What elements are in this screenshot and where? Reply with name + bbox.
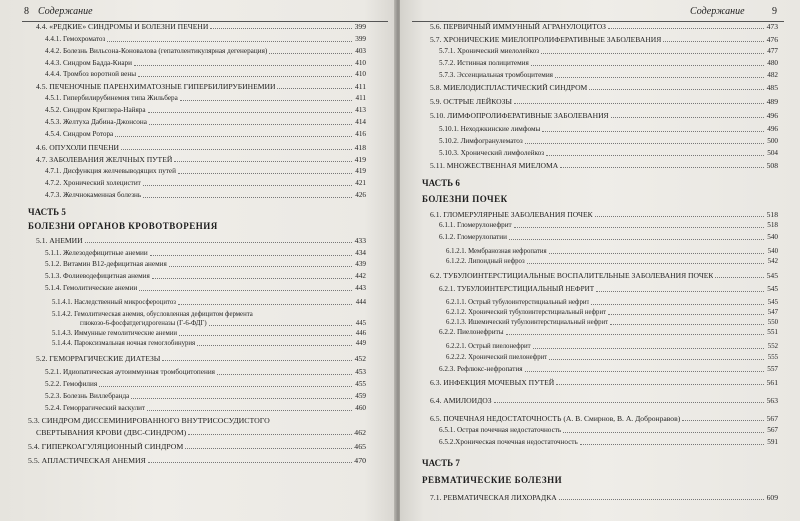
toc-entry (422, 396, 778, 405)
toc-entry-page: 445 (355, 320, 366, 327)
toc-entry-page: 419 (354, 155, 366, 164)
toc-entry-title: 5.6. ПЕРВИЧНЫЙ ИММУННЫЙ АГРАНУЛОЦИТОЗ (430, 22, 606, 31)
toc-entry-page: 485 (766, 83, 778, 92)
toc-entry-title: СВЕРТЫВАНИЯ КРОВИ (ДВС-СИНДРОМ) (36, 428, 187, 437)
toc-entry (28, 167, 366, 176)
leader-dots (555, 77, 764, 78)
leader-dots (608, 314, 764, 315)
toc-entry (28, 82, 366, 91)
toc-entry-title: 4.5.2. Синдром Криглера-Найяра (45, 106, 146, 114)
toc-entry-title: 5.1.4.1. Наследственный микросфероцитоз (52, 299, 176, 306)
leader-dots (611, 117, 764, 118)
leader-dots (531, 65, 764, 66)
toc-left (28, 22, 366, 521)
leader-dots (185, 448, 352, 449)
toc-entry (28, 59, 366, 68)
leader-dots (85, 242, 352, 243)
leader-dots (559, 499, 764, 500)
leader-dots (546, 155, 764, 156)
leader-dots (152, 278, 352, 279)
toc-entry-title: 5.2. ГЕМОРРАГИЧЕСКИЕ ДИАТЕЗЫ (36, 354, 161, 363)
toc-entry (28, 94, 366, 103)
toc-entry-page: 410 (355, 59, 366, 67)
toc-entry (422, 365, 778, 374)
toc-entry-title: 5.2.2. Гемофилия (45, 380, 98, 388)
toc-entry (28, 236, 366, 245)
leader-dots (139, 290, 352, 291)
toc-entry-page: 480 (767, 59, 778, 67)
toc-entry-title: 5.2.3. Болезнь Виллебранда (45, 392, 130, 400)
toc-entry-page: 410 (355, 70, 366, 78)
toc-entry-page: 421 (355, 179, 366, 187)
toc-right (422, 22, 778, 521)
toc-entry-page: 442 (355, 272, 366, 280)
leader-dots (269, 53, 352, 54)
toc-entry (28, 416, 366, 425)
toc-entry-title: 6.2.3. Рефлюкс-нефропатия (439, 365, 523, 373)
toc-entry-page: 591 (767, 438, 778, 446)
toc-entry-page: 542 (767, 258, 778, 265)
toc-entry-title: 6.2.1. ТУБУЛОИНТЕРСТИЦИАЛЬНЫЙ НЕФРИТ (439, 285, 595, 293)
leader-dots (180, 100, 352, 101)
toc-entry (422, 35, 778, 44)
toc-entry (422, 426, 778, 435)
toc-entry-title: 4.7.3. Желчнокаменная болезнь (45, 191, 142, 199)
toc-entry (28, 70, 366, 79)
toc-entry-title: 6.2.2.1. Острый пиелонефрит (446, 343, 531, 350)
leader-dots (494, 402, 764, 403)
leader-dots (169, 266, 352, 267)
toc-entry-title: 5.9. ОСТРЫЕ ЛЕЙКОЗЫ (430, 97, 513, 106)
part-heading: ЧАСТЬ 5 (28, 207, 66, 217)
toc-entry-title: 5.1.2. Витамин B12-дефицитная анемия (45, 260, 167, 268)
toc-entry-title: глюкозо-6-фосфатдегидрогеназы (Г-6-ФДГ) (80, 320, 207, 327)
leader-dots (525, 371, 764, 372)
toc-entry (422, 161, 778, 170)
toc-entry-page: 455 (355, 380, 366, 388)
toc-entry (422, 353, 778, 362)
toc-entry-title: 5.5. АПЛАСТИЧЕСКАЯ АНЕМИЯ (28, 456, 146, 465)
toc-entry (28, 456, 366, 465)
toc-entry-page: 462 (354, 428, 366, 437)
toc-entry (28, 47, 366, 56)
toc-entry (28, 143, 366, 152)
toc-entry-title: 6.2.2. Пиелонефриты (439, 328, 504, 336)
leader-dots (138, 76, 352, 77)
toc-entry-page: 460 (355, 404, 366, 412)
toc-entry-page: 446 (355, 330, 366, 337)
toc-entry-title: 5.10.1. Неходжкинские лимфомы (439, 125, 541, 133)
toc-entry-page: 552 (767, 343, 778, 350)
toc-entry-page: 518 (767, 221, 778, 229)
toc-entry (422, 342, 778, 351)
toc-entry-title: 4.6. ОПУХОЛИ ПЕЧЕНИ (36, 143, 120, 152)
toc-entry-page: 426 (355, 191, 366, 199)
toc-entry (28, 428, 366, 437)
toc-entry-title: 4.4.4. Тромбоз воротной вены (45, 70, 137, 78)
toc-entry-page: 403 (355, 47, 366, 55)
toc-entry (422, 328, 778, 337)
toc-entry-title: 4.4.1. Гемохроматоз (45, 35, 106, 43)
page-number-left: 8 (24, 6, 29, 17)
toc-entry-page: 477 (767, 47, 778, 55)
toc-entry-title: 5.7.3. Эссенциальная тромбоцитемия (439, 71, 553, 79)
leader-dots (115, 136, 352, 137)
toc-entry-title: 6.1.1. Гломерулонефрит (439, 221, 512, 229)
toc-entry (28, 118, 366, 127)
leader-dots (542, 131, 764, 132)
leader-dots (99, 386, 352, 387)
toc-entry-title: 5.1.4.2. Гемолитическая анемия, обусловленная дефицитом фермента (52, 311, 253, 318)
toc-entry-title: 5.8. МИЕЛОДИСПЛАСТИЧЕСКИЙ СИНДРОМ (430, 83, 588, 92)
toc-entry (422, 298, 778, 307)
toc-entry-page: 482 (767, 71, 778, 79)
toc-entry-title: 5.2.4. Геморрагический васкулит (45, 404, 146, 412)
leader-dots (149, 124, 352, 125)
toc-entry (422, 318, 778, 327)
part-heading: ЧАСТЬ 6 (422, 178, 460, 188)
toc-entry-page: 419 (355, 167, 366, 175)
section-title: РЕВМАТИЧЕСКИЕ БОЛЕЗНИ (422, 475, 563, 485)
toc-entry-page: 504 (767, 149, 778, 157)
left-page (0, 0, 396, 521)
toc-entry (28, 298, 366, 307)
toc-entry-page: 453 (355, 368, 366, 376)
leader-dots (533, 348, 764, 349)
toc-entry-title: 4.4.3. Синдром Бадда-Киари (45, 59, 132, 67)
toc-entry-page: 547 (767, 309, 778, 316)
leader-dots (580, 444, 764, 445)
toc-entry (422, 438, 778, 447)
toc-entry-title: 5.4. ГИПЕРКОАГУЛЯЦИОННЫЙ СИНДРОМ (28, 442, 184, 451)
toc-entry-page: 470 (354, 456, 366, 465)
toc-entry (422, 83, 778, 92)
leader-dots (596, 291, 764, 292)
running-head-left: Содержание (38, 6, 93, 17)
toc-entry (28, 155, 366, 164)
toc-entry (422, 59, 778, 68)
toc-entry (28, 249, 366, 258)
toc-entry-title: 5.7.1. Хронический миелолейкоз (439, 47, 540, 55)
toc-entry-title: 6.2.1.2. Хронический тубулоинтерстициальный нефрит (446, 309, 607, 316)
toc-entry-title: 4.7.2. Хронический холецистит (45, 179, 141, 187)
leader-dots (514, 227, 764, 228)
leader-dots (663, 41, 764, 42)
leader-dots (131, 398, 352, 399)
toc-entry-page: 545 (766, 271, 778, 280)
toc-entry (28, 319, 366, 328)
toc-entry-title: 6.1.2. Гломерулопатии (439, 233, 508, 241)
leader-dots (525, 143, 764, 144)
toc-entry-title: 6.1.2.1. Мембранозная нефропатия (446, 248, 547, 255)
toc-entry-page: 452 (354, 354, 366, 363)
toc-entry-page: 557 (767, 365, 778, 373)
toc-entry-page: 540 (767, 233, 778, 241)
leader-dots (556, 384, 764, 385)
toc-entry-page: 550 (767, 319, 778, 326)
toc-entry-title: 6.1. ГЛОМЕРУЛЯРНЫЕ ЗАБОЛЕВАНИЯ ПОЧЕК (430, 210, 593, 219)
toc-entry-page: 399 (355, 35, 366, 43)
leader-dots (143, 185, 352, 186)
leader-dots (608, 28, 764, 29)
toc-entry-page: 411 (354, 82, 366, 91)
leader-dots (162, 360, 352, 361)
toc-entry (422, 111, 778, 120)
toc-entry-page: 496 (767, 125, 778, 133)
leader-dots (217, 374, 352, 375)
leader-dots (506, 334, 764, 335)
toc-entry (28, 272, 366, 281)
toc-entry-title: 4.5.1. Гипербилирубинемия типа Жильбера (45, 94, 178, 102)
toc-entry (422, 149, 778, 158)
toc-entry (422, 233, 778, 242)
toc-entry-title: 5.11. МНОЖЕСТВЕННАЯ МИЕЛОМА (430, 161, 559, 170)
toc-entry-title: 6.5. ПОЧЕЧНАЯ НЕДОСТАТОЧНОСТЬ (А. В. Смирнов, В. А. Добронравов) (430, 414, 681, 423)
toc-entry (28, 442, 366, 451)
leader-dots (179, 335, 352, 336)
toc-entry (28, 35, 366, 44)
toc-entry-page: 459 (355, 392, 366, 400)
leader-dots (549, 253, 764, 254)
leader-dots (134, 65, 352, 66)
leader-dots (178, 304, 352, 305)
toc-entry-title: 5.1.1. Железодефицитные анемии (45, 249, 148, 257)
right-page (400, 0, 800, 521)
leader-dots (549, 359, 764, 360)
toc-entry (28, 404, 366, 413)
leader-dots (563, 432, 764, 433)
toc-entry (422, 71, 778, 80)
toc-entry-title: 4.5.4. Синдром Ротора (45, 130, 114, 138)
toc-entry-title: 6.2.2.2. Хронический пиелонефрит (446, 354, 548, 361)
toc-entry-page: 567 (767, 426, 778, 434)
leader-dots (527, 263, 764, 264)
toc-entry-page: 416 (355, 130, 366, 138)
toc-entry-title: 6.2.1.1. Острый тубулоинтерстициальный нефрит (446, 299, 590, 306)
toc-entry-title: 5.7. ХРОНИЧЕСКИЕ МИЕЛОПРОЛИФЕРАТИВНЫЕ ЗАБОЛЕВАНИЯ (430, 35, 662, 44)
toc-entry-page: 540 (767, 248, 778, 255)
toc-entry (422, 257, 778, 266)
toc-entry-page: 476 (766, 35, 778, 44)
toc-entry-title: 4.4. «РЕДКИЕ» СИНДРОМЫ И БОЛЕЗНИ ПЕЧЕНИ (36, 22, 209, 31)
leader-dots (107, 41, 352, 42)
leader-dots (209, 325, 352, 326)
toc-entry (422, 47, 778, 56)
toc-entry-title: 6.5.1. Острая почечная недостаточность (439, 426, 562, 434)
leader-dots (560, 167, 764, 168)
toc-entry-title: 5.1.4.3. Иммунные гемолитические анемии (52, 330, 178, 337)
toc-entry-title: 5.1.4.4. Пароксизмальная ночная гемоглобинурия (52, 340, 196, 347)
leader-dots (174, 161, 352, 162)
leader-dots (589, 89, 764, 90)
toc-entry (28, 392, 366, 401)
toc-entry-title: 5.10.2. Лимфогранулематоз (439, 137, 523, 145)
toc-entry (422, 125, 778, 134)
toc-entry (28, 106, 366, 115)
leader-dots (210, 28, 352, 29)
leader-dots (178, 173, 352, 174)
toc-entry-page: 443 (355, 284, 366, 292)
running-head-right: Содержание (690, 6, 745, 17)
toc-entry-title: 6.4. АМИЛОИДОЗ (430, 396, 492, 405)
toc-entry (422, 210, 778, 219)
toc-entry-page: 609 (766, 493, 778, 502)
toc-entry (28, 284, 366, 293)
toc-entry (28, 260, 366, 269)
toc-entry-title: 6.5.2.Хроническая почечная недостаточность (439, 438, 578, 446)
toc-entry (28, 191, 366, 200)
toc-entry-title: 4.4.2. Болезнь Вильсона-Коновалова (гепатолентикулярная дегенерация) (45, 47, 268, 55)
toc-entry-page: 489 (766, 97, 778, 106)
toc-entry-page: 465 (354, 442, 366, 451)
toc-entry-title: 5.1.4. Гемолитические анемии (45, 284, 138, 292)
toc-entry-page: 411 (355, 94, 366, 102)
toc-entry-page: 399 (354, 22, 366, 31)
toc-entry-page: 500 (767, 137, 778, 145)
toc-entry-page: 563 (766, 396, 778, 405)
toc-entry-title: 6.1.2.2. Липоидный нефроз (446, 258, 525, 265)
toc-entry-page: 413 (355, 106, 366, 114)
leader-dots (277, 88, 352, 89)
leader-dots (514, 103, 764, 104)
toc-entry-page: 414 (355, 118, 366, 126)
leader-dots (595, 216, 764, 217)
leader-dots (591, 304, 764, 305)
toc-entry (422, 97, 778, 106)
toc-entry-title: 5.1. АНЕМИИ (36, 236, 83, 245)
toc-entry (422, 493, 778, 502)
leader-dots (197, 345, 352, 346)
toc-entry (28, 22, 366, 31)
toc-entry-page: 433 (354, 236, 366, 245)
toc-entry-title: 5.10.3. Хронический лимфолейкоз (439, 149, 545, 157)
toc-entry-title: 5.3. СИНДРОМ ДИССЕМИНИРОВАННОГО ВНУТРИСОСУДИСТОГО (28, 416, 270, 425)
section-title: БОЛЕЗНИ ОРГАНОВ КРОВОТВОРЕНИЯ (28, 221, 218, 231)
toc-entry (28, 329, 366, 338)
toc-entry-page: 551 (767, 328, 778, 336)
leader-dots (610, 324, 764, 325)
toc-entry (28, 368, 366, 377)
toc-entry-title: 6.2.1.3. Ишемический тубулоинтерстициальный нефрит (446, 319, 609, 326)
toc-entry-page: 418 (354, 143, 366, 152)
leader-dots (715, 277, 764, 278)
leader-dots (682, 420, 764, 421)
toc-entry-title: 4.7.1. Дисфункция желчевыводящих путей (45, 167, 176, 175)
leader-dots (121, 149, 352, 150)
leader-dots (143, 197, 352, 198)
toc-entry (28, 179, 366, 188)
toc-entry-title: 5.7.2. Истинная полицитемия (439, 59, 529, 67)
toc-entry-page: 555 (767, 354, 778, 361)
leader-dots (148, 462, 352, 463)
toc-entry-title: 4.5.3. Желтуха Дабина-Джонсона (45, 118, 147, 126)
page-number-right: 9 (772, 6, 777, 17)
leader-dots (541, 53, 764, 54)
toc-entry (422, 414, 778, 423)
toc-entry (422, 378, 778, 387)
section-title: БОЛЕЗНИ ПОЧЕК (422, 194, 508, 204)
toc-entry-title: 5.1.3. Фолиеводефицитная анемия (45, 272, 150, 280)
toc-entry-page: 561 (766, 378, 778, 387)
part-heading: ЧАСТЬ 7 (422, 458, 460, 468)
toc-entry (422, 308, 778, 317)
toc-entry-page: 545 (767, 285, 778, 293)
toc-entry-title: 7.1. РЕВМАТИЧЕСКАЯ ЛИХОРАДКА (430, 493, 557, 502)
toc-entry-title: 6.3. ИНФЕКЦИЯ МОЧЕВЫХ ПУТЕЙ (430, 378, 555, 387)
toc-entry (28, 354, 366, 363)
toc-entry-title: 4.7. ЗАБОЛЕВАНИЯ ЖЕЛЧНЫХ ПУТЕЙ (36, 155, 173, 164)
leader-dots (188, 434, 352, 435)
toc-entry (28, 310, 366, 319)
toc-entry (422, 285, 778, 294)
leader-dots (150, 255, 352, 256)
toc-entry-page: 508 (766, 161, 778, 170)
toc-entry-page: 449 (355, 340, 366, 347)
leader-dots (147, 410, 352, 411)
toc-entry (422, 271, 778, 280)
toc-entry (28, 339, 366, 348)
toc-entry (28, 380, 366, 389)
toc-entry-page: 473 (766, 22, 778, 31)
toc-entry-title: 5.2.1. Идиопатическая аутоиммунная тромбоцитопения (45, 368, 215, 376)
leader-dots (148, 112, 352, 113)
toc-entry (422, 221, 778, 230)
toc-entry-page: 444 (355, 299, 366, 306)
toc-entry-title: 6.2. ТУБУЛОИНТЕРСТИЦИАЛЬНЫЕ ВОСПАЛИТЕЛЬНЫЕ ЗАБОЛЕВАНИЯ ПОЧЕК (430, 271, 714, 280)
toc-entry (422, 137, 778, 146)
toc-entry-page: 545 (767, 299, 778, 306)
toc-entry-title: 5.10. ЛИМФОПРОЛИФЕРАТИВНЫЕ ЗАБОЛЕВАНИЯ (430, 111, 609, 120)
toc-entry-page: 496 (766, 111, 778, 120)
toc-entry (422, 22, 778, 31)
toc-entry (28, 130, 366, 139)
leader-dots (509, 239, 764, 240)
toc-entry-page: 434 (355, 249, 366, 257)
toc-entry-page: 439 (355, 260, 366, 268)
toc-entry-title: 4.5. ПЕЧЕНОЧНЫЕ ПАРЕНХИМАТОЗНЫЕ ГИПЕРБИЛИРУБИНЕМИИ (36, 82, 276, 91)
toc-entry-page: 518 (766, 210, 778, 219)
toc-entry (422, 247, 778, 256)
toc-entry-page: 567 (766, 414, 778, 423)
